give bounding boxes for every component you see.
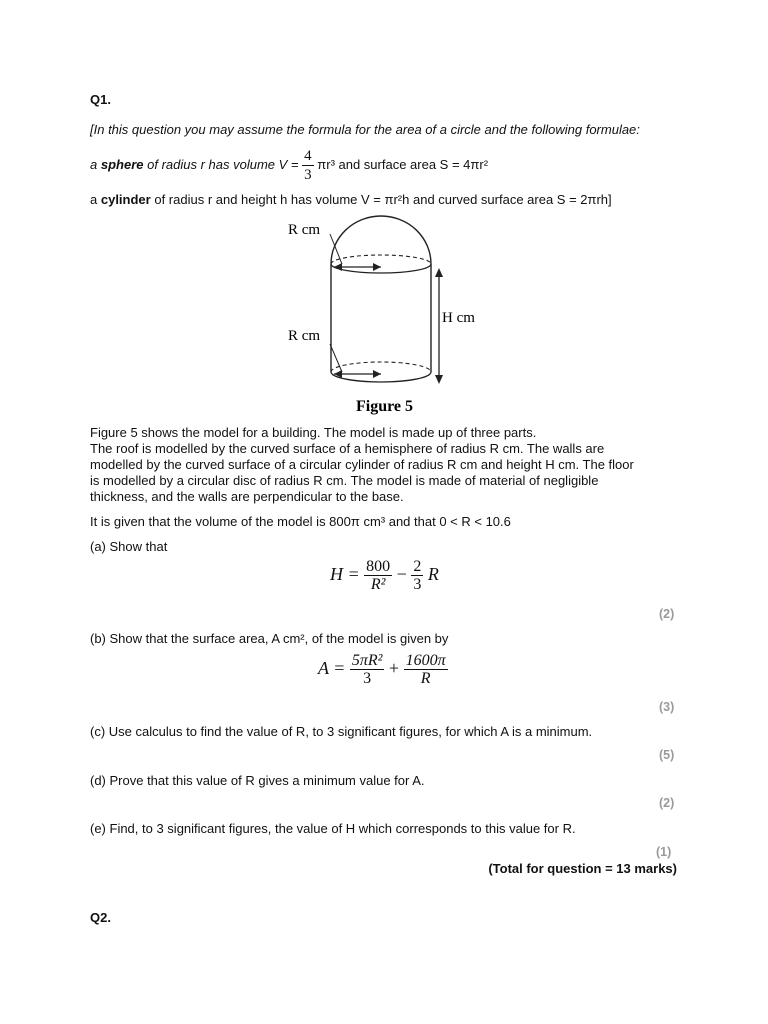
fraction-5pi-r-squared-over-3 <box>350 652 385 688</box>
part-b-equation <box>318 652 448 688</box>
marks-part-c: (5) <box>659 748 675 762</box>
marks-part-e: (1) <box>656 845 672 859</box>
label-height: H cm <box>442 310 475 326</box>
sphere-volume-fraction <box>302 148 314 184</box>
plus-sign: + <box>388 658 400 679</box>
top-radius-arrowhead-left <box>334 263 342 271</box>
label-radius-bottom: R cm <box>288 328 321 344</box>
description-line: thickness, and the walls are perpendicular to the base. <box>90 489 404 504</box>
description-line: The roof is modelled by the curved surface of a hemisphere of radius R cm. The walls are <box>90 441 605 456</box>
label-radius-top: R cm <box>288 222 321 238</box>
eq-variable: R <box>427 564 439 585</box>
fraction-denominator: R <box>420 670 431 687</box>
top-ellipse-back <box>331 255 431 264</box>
fraction-800-over-r-squared <box>364 558 392 594</box>
sphere-after: πr³ and surface area S = 4πr² <box>317 157 489 172</box>
fraction-1600pi-over-r <box>404 652 448 688</box>
part-c-label: (c) Use calculus to find the value of R, to 3 significant figures, for which A is a minimum. <box>90 724 593 739</box>
description-line: modelled by the curved surface of a circular cylinder of radius R cm and height H cm. The floor <box>90 457 634 472</box>
cylinder-text: of radius r and height h has volume V = πr²h and curved surface area S = 2πrh] <box>154 192 612 207</box>
fraction-numerator: 4 <box>304 147 312 164</box>
description-line: is modelled by a circular disc of radius R cm. The model is made of material of negligible <box>90 473 599 488</box>
part-e-label: (e) Find, to 3 significant figures, the value of H which corresponds to this value for R. <box>90 821 576 836</box>
fraction-numerator: 800 <box>366 558 391 575</box>
part-d-label: (d) Prove that this value of R gives a minimum value for A. <box>90 773 425 788</box>
part-a-label: (a) Show that <box>90 539 168 554</box>
fraction-two-thirds <box>411 558 423 594</box>
top-ellipse-front <box>331 264 431 273</box>
part-b-label: (b) Show that the surface area, A cm², of the model is given by <box>90 631 449 646</box>
sphere-formula-line <box>90 145 488 185</box>
eq-lhs: H = <box>330 564 360 585</box>
top-radius-arrowhead-right <box>373 263 381 271</box>
question-heading-q1: Q1. <box>90 92 111 107</box>
hemisphere-roof <box>331 216 431 264</box>
fraction-denominator: 3 <box>363 670 372 687</box>
minus-sign: − <box>396 564 407 585</box>
cylinder-word: cylinder <box>100 192 151 207</box>
marks-part-a: (2) <box>659 607 675 621</box>
part-a-equation <box>330 558 439 594</box>
marks-part-d: (2) <box>659 796 675 810</box>
cylinder-prefix: a <box>90 192 98 207</box>
cylinder-formula-line <box>90 192 612 207</box>
model-description <box>90 425 680 505</box>
formula-intro: [In this question you may assume the formula for the area of a circle and the following formulae: <box>90 122 640 137</box>
marks-part-b: (3) <box>659 700 675 714</box>
fraction-denominator: 3 <box>413 576 422 593</box>
bottom-ellipse-back <box>331 362 431 372</box>
height-arrowhead-top <box>435 268 443 277</box>
figure-5-diagram <box>280 212 500 418</box>
bottom-radius-arrowhead-right <box>373 370 381 378</box>
height-arrowhead-bottom <box>435 375 443 384</box>
figure-caption: Figure 5 <box>356 398 414 415</box>
fraction-numerator: 5πR² <box>351 652 383 669</box>
fraction-denominator: 3 <box>304 166 312 183</box>
question-heading-q2: Q2. <box>90 910 111 925</box>
sphere-word: sphere <box>100 157 144 172</box>
fraction-numerator: 2 <box>413 558 422 575</box>
sphere-prefix: a <box>90 157 98 172</box>
question-total: (Total for question = 13 marks) <box>488 861 677 876</box>
given-statement: It is given that the volume of the model is 800π cm³ and that 0 < R < 10.6 <box>90 514 511 529</box>
eq-lhs: A = <box>318 658 346 679</box>
sphere-mid: of radius r has volume V = <box>147 157 299 172</box>
fraction-numerator: 1600π <box>405 652 446 669</box>
description-line: Figure 5 shows the model for a building. The model is made up of three parts. <box>90 425 537 440</box>
fraction-denominator: R² <box>370 576 386 593</box>
